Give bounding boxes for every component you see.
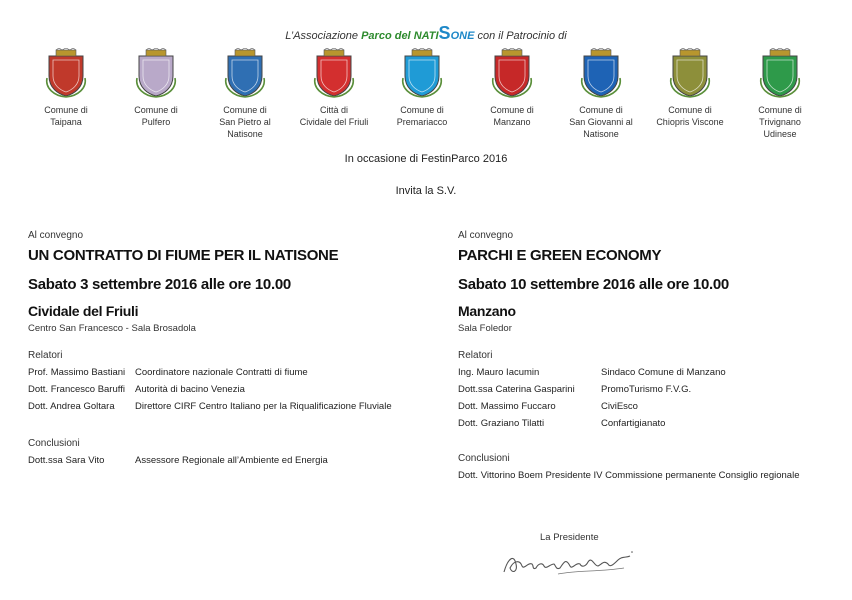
conclusion-name: Dott.ssa Sara Vito (28, 455, 105, 466)
speaker-row (458, 418, 838, 429)
conference-venue: Centro San Francesco - Sala Brosadola (28, 323, 196, 334)
speaker-name: Dott. Massimo Fuccaro (458, 401, 556, 412)
crest-icon (400, 48, 444, 98)
speaker-name: Dott. Graziano Tilatti (458, 418, 545, 429)
conference-date: Sabato 10 settembre 2016 alle ore 10.00 (458, 276, 729, 293)
header-prefix: L’Associazione (285, 30, 359, 42)
relatori-label: Relatori (458, 350, 493, 361)
crest-label: Comune di Pulfero (134, 105, 178, 127)
crest-label: Comune di Premariacco (396, 105, 448, 127)
crest-icon (223, 48, 267, 98)
crest-icon (312, 48, 356, 98)
conference-city: Manzano (458, 303, 516, 319)
speaker-role: Coordinatore nazionale Contratti di fiume (135, 367, 308, 378)
crest-label: Comune di Taipana (44, 105, 88, 127)
header-suffix: con il Patrocinio di (477, 30, 567, 42)
speaker-row (28, 367, 428, 378)
crest-label: Comune di San Giovanni al Natisone (569, 105, 633, 139)
conference-left (28, 230, 428, 466)
conference-right (458, 230, 838, 481)
header-park: Parco del (361, 30, 411, 42)
speaker-name: Dott. Francesco Baruffi (28, 384, 125, 395)
header-s: S (438, 23, 451, 43)
header-one: ONE (450, 30, 475, 42)
crest (289, 48, 379, 128)
signature-image (498, 540, 638, 580)
conclusion-role: Assessore Regionale all’Ambiente ed Energia (135, 455, 328, 466)
crest-icon (758, 48, 802, 98)
crest-label: Città di Cividale del Friuli (299, 105, 369, 127)
crest (111, 48, 201, 128)
relatori-label: Relatori (28, 350, 63, 361)
speaker-row (458, 367, 838, 378)
crest (377, 48, 467, 128)
crest-label: Comune di San Pietro al Natisone (219, 105, 271, 139)
crest-icon (134, 48, 178, 98)
speaker-role: Sindaco Comune di Manzano (601, 367, 726, 378)
speaker-role: CiviEsco (601, 401, 638, 412)
conclusioni-label: Conclusioni (28, 438, 80, 449)
conclusion-text: Dott. Vittorino Boem Presidente IV Commissione permanente Consiglio regionale (458, 470, 800, 481)
kicker: Al convegno (28, 230, 84, 241)
crest (467, 48, 557, 128)
crest-icon (579, 48, 623, 98)
crest (21, 48, 111, 128)
speaker-role: Autorità di bacino Venezia (135, 384, 245, 395)
crest-icon (44, 48, 88, 98)
crest-icon (490, 48, 534, 98)
conference-city: Cividale del Friuli (28, 303, 139, 319)
speaker-name: Prof. Massimo Bastiani (28, 367, 126, 378)
crest-label: Comune di Chiopris Viscone (656, 105, 724, 127)
conference-title: UN CONTRATTO DI FIUME PER IL NATISONE (28, 247, 339, 264)
speaker-role: Direttore CIRF Centro Italiano per la Riqualificazione Fluviale (135, 401, 392, 412)
speaker-role: PromoTurismo F.V.G. (601, 384, 692, 395)
conclusion-row (458, 470, 838, 481)
speaker-name: Ing. Mauro Iacumin (458, 367, 540, 378)
crest-label: Comune di Manzano (490, 105, 534, 127)
conclusioni-label: Conclusioni (458, 453, 510, 464)
speaker-name: Dott.ssa Caterina Gasparini (458, 384, 575, 395)
kicker: Al convegno (458, 230, 514, 241)
header-line (0, 23, 852, 44)
speaker-name: Dott. Andrea Goltara (28, 401, 115, 412)
crest-icon (668, 48, 712, 98)
invite-line: Invita la S.V. (395, 185, 457, 197)
speaker-row (28, 401, 428, 412)
conclusion-row (28, 455, 428, 466)
conference-title: PARCHI E GREEN ECONOMY (458, 247, 662, 264)
crest (556, 48, 646, 140)
crest (200, 48, 290, 140)
header-nati: NATI (413, 30, 439, 42)
conference-venue: Sala Foledor (458, 323, 512, 334)
speaker-role: Confartigianato (601, 418, 666, 429)
speaker-row (28, 384, 428, 395)
crest-label: Comune di Trivignano Udinese (758, 105, 802, 139)
occasion-line: In occasione di FestinParco 2016 (344, 153, 508, 165)
crest (645, 48, 735, 128)
conference-date: Sabato 3 settembre 2016 alle ore 10.00 (28, 276, 291, 293)
president-label: La Presidente (540, 532, 599, 543)
speaker-row (458, 401, 838, 412)
speaker-row (458, 384, 838, 395)
crest (735, 48, 825, 140)
